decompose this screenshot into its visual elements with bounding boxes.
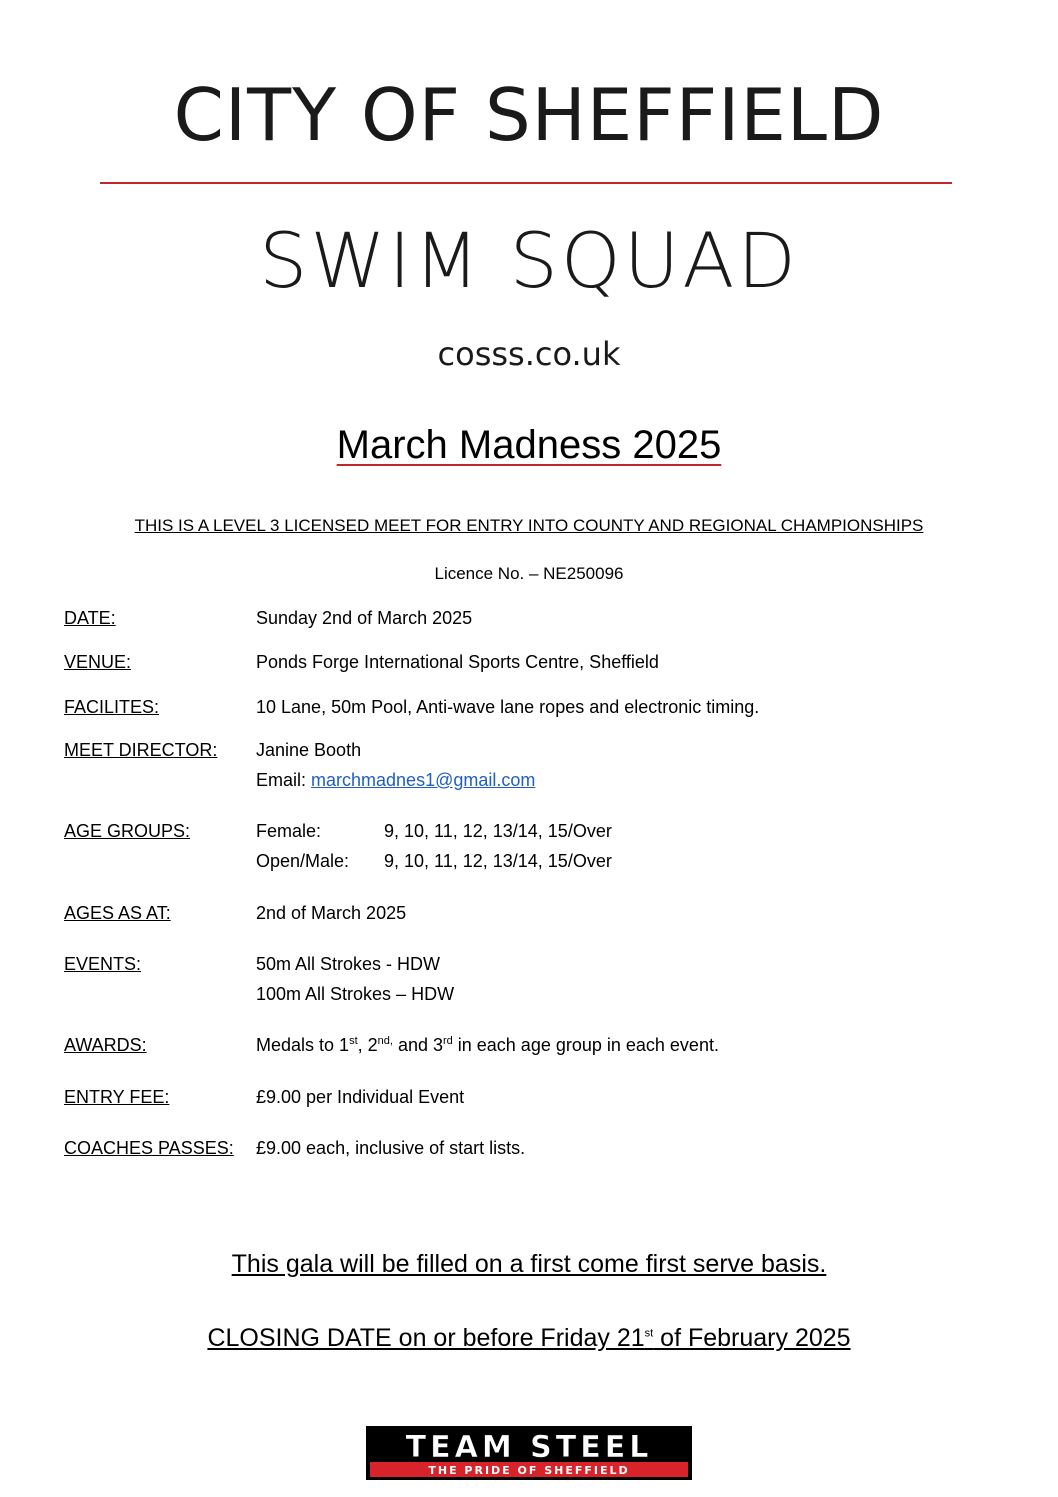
website-text: cosss.co.uk <box>437 335 621 373</box>
events-line-1: 50m All Strokes - HDW <box>256 954 441 974</box>
closing-text-2: of February 2025 <box>653 1324 851 1352</box>
meet-title-text: March Madness 2025 <box>336 423 722 467</box>
director-email-link[interactable]: marchmadnes1@gmail.com <box>311 770 536 790</box>
logo-line-2: THE PRIDE OF SHEFFIELD <box>428 1464 630 1477</box>
awards-sup-2: nd, <box>377 1035 393 1047</box>
email-prefix: Email: <box>256 770 312 790</box>
age-female-value: 9, 10, 11, 12, 13/14, 15/Over <box>384 821 612 841</box>
awards-value <box>256 1033 719 1057</box>
facilities-value: 10 Lane, 50m Pool, Anti-wave lane ropes and electronic timing. <box>256 697 760 717</box>
closing-sup: st <box>644 1327 654 1340</box>
date-value: Sunday 2nd of March 2025 <box>256 608 473 628</box>
coaches-value: £9.00 each, inclusive of start lists. <box>256 1138 526 1158</box>
age-female-label: Female: <box>256 821 322 841</box>
age-male-value: 9, 10, 11, 12, 13/14, 15/Over <box>384 851 612 871</box>
ages-as-at-label: AGES AS AT: <box>64 903 171 923</box>
header-divider <box>100 182 952 184</box>
venue-label: VENUE: <box>64 652 132 672</box>
coaches-label: COACHES PASSES: <box>64 1138 234 1158</box>
awards-text-2: , 2 <box>357 1035 378 1055</box>
venue-value: Ponds Forge International Sports Centre, Sheffield <box>256 652 659 672</box>
date-label: DATE: <box>64 608 116 628</box>
facilities-label: FACILITES: <box>64 697 160 717</box>
meet-title <box>0 420 1058 470</box>
closing-text-1: CLOSING DATE on or before Friday 21 <box>207 1324 645 1352</box>
director-label: MEET DIRECTOR: <box>64 740 218 760</box>
closing-date-notice <box>0 1321 1058 1355</box>
age-groups-label: AGE GROUPS: <box>64 821 191 841</box>
first-come-notice: This gala will be filled on a first come first serve basis. <box>231 1250 827 1278</box>
entry-fee-label: ENTRY FEE: <box>64 1087 170 1107</box>
director-email-line <box>256 768 535 792</box>
org-subtitle: SWIM SQUAD <box>259 216 799 305</box>
awards-label: AWARDS: <box>64 1035 147 1055</box>
awards-text-1: Medals to 1 <box>256 1035 350 1055</box>
director-name: Janine Booth <box>256 740 362 760</box>
licence-number: Licence No. – NE250096 <box>434 564 624 583</box>
org-title: CITY OF SHEFFIELD <box>173 73 885 157</box>
entry-fee-value: £9.00 per Individual Event <box>256 1087 465 1107</box>
team-steel-logo <box>366 1426 692 1480</box>
ages-as-at-value: 2nd of March 2025 <box>256 903 407 923</box>
events-label: EVENTS: <box>64 954 142 974</box>
licensed-notice: THIS IS A LEVEL 3 LICENSED MEET FOR ENTRY INTO COUNTY AND REGIONAL CHAMPIONSHIPS <box>134 516 924 535</box>
logo-line-1: TEAM STEEL <box>405 1430 653 1465</box>
awards-sup-3: rd <box>442 1035 453 1047</box>
awards-text-3: and 3 <box>392 1035 443 1055</box>
awards-sup-1: st <box>349 1035 358 1047</box>
age-male-label: Open/Male: <box>256 851 350 871</box>
events-line-2: 100m All Strokes – HDW <box>256 984 455 1004</box>
awards-text-4: in each age group in each event. <box>452 1035 719 1055</box>
